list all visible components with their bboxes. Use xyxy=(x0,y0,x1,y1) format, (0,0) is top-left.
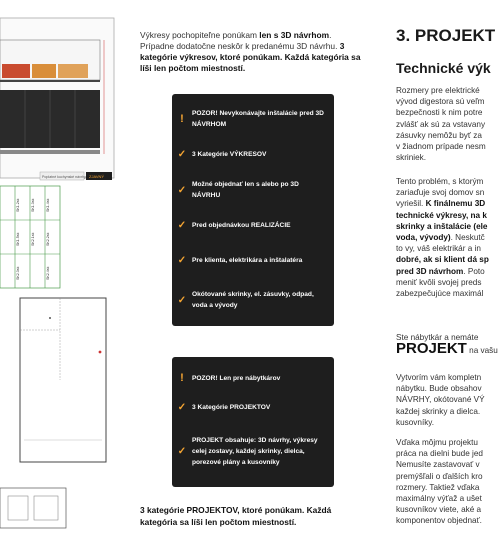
cutlist-label: SK1.3sk xyxy=(31,198,35,212)
paragraph-1: Rozmery pre elektrické vývod digestora sú veľm bezpečnosti k nim potre zvlášť ak sú za vstavany zásuvky nemôžu byť za v žiadnom prípade nesm skriniek. xyxy=(396,86,486,163)
cabinet-tan xyxy=(58,64,88,78)
check-icon: ✓ xyxy=(177,445,187,457)
check-icon: ✓ xyxy=(177,401,187,413)
paragraph-5: Vďaka môjmu projektu práca na dielni bude jed Nemusíte zastavovať v premýšľali o ďalších kro rozmery. Taktiež vďaka maximálny výťaž a ušet kusovníkov viete, aké a komponentov objednať. xyxy=(396,438,483,526)
cabinet-orange xyxy=(32,64,56,78)
section-drawing xyxy=(0,488,66,528)
check-icon: ✓ xyxy=(177,184,187,196)
card-row-text: Pred objednávkou REALIZÁCIE xyxy=(192,221,291,229)
cutlist-label: SK2.2sk xyxy=(46,232,50,246)
warning-icon: ! xyxy=(180,371,184,384)
plinth xyxy=(0,150,100,154)
cutlist-label: SK1.4sk xyxy=(46,198,50,212)
cutlist-label: SK2.4sk xyxy=(46,266,50,280)
right-column xyxy=(396,0,500,550)
check-icon: ✓ xyxy=(177,254,187,266)
card-row-text: Pre klienta, elektrikára a inštalatéra xyxy=(192,256,303,264)
card-row-text: 3 Kategórie PROJEKTOV xyxy=(192,403,271,411)
section-heading: 3. PROJEKT xyxy=(396,26,496,45)
subheading: Technické výk xyxy=(396,60,491,76)
projects-card xyxy=(172,357,334,487)
card-row xyxy=(172,210,334,240)
brand-badge-text: ZJAVNÝ xyxy=(89,174,105,179)
cutlist-label: SK1.2sk xyxy=(16,198,20,212)
cutlist-label: SK1.5sk xyxy=(16,232,20,246)
cutlist-label: SK2.1sk xyxy=(31,232,35,246)
card-row xyxy=(172,170,334,210)
floor-plan xyxy=(20,298,106,462)
intro-bold-3d: len s 3D návrhom xyxy=(259,30,330,40)
cutlist-label: SK2.3sk xyxy=(16,266,20,280)
card-row xyxy=(172,280,334,320)
cabinet-red xyxy=(2,64,30,78)
paragraph-3: Ste nábytkár a nemáte PROJEKT na vašu xyxy=(396,333,498,358)
card-row-text: POZOR! Nevykonávajte inštalácie pred 3D NÁVRHOM xyxy=(192,110,324,128)
card-row xyxy=(172,240,334,280)
outro-paragraph: 3 kategórie PROJEKTOV, ktoré ponúkam. Každá kategória sa líši len počtom miestností. xyxy=(140,505,332,527)
card-row-text: Možné objednať len s alebo po 3D NÁVRHU xyxy=(192,181,299,199)
intro-text-2: . Prípadne dodatočne neskôr k predanému 3D návrhu. xyxy=(140,30,338,51)
card-row xyxy=(172,363,334,393)
technical-drawings xyxy=(0,0,120,550)
drawings-card xyxy=(172,94,334,326)
intro-bold-categories: 3 kategórie výkresov, ktoré ponúkam. Každá kategória sa líši len počtom miestností. xyxy=(140,41,361,73)
paragraph-4: Vytvorím vám kompletn nábytku. Bude obsahov NÁVRHY, okótované VÝ každej skrinky a dielca. kusovníky. xyxy=(396,373,485,427)
card-row-text: PROJEKT obsahuje: 3D návrhy, výkresy celej zostavy, každej skrinky, dielca, porezové plány a kusovníky xyxy=(192,436,318,466)
check-icon: ✓ xyxy=(177,294,187,306)
card-row-text: 3 Kategórie VÝKRESOV xyxy=(192,150,267,158)
card-row xyxy=(172,393,334,421)
paragraph-2: Tento problém, s ktorým zariaďuje svoj domov sn vyriešil. K finálnemu 3D technické výkresy, na k skrinky a inštalácie (ele voda, vývody). Neskutč to vy, váš elektrikár a in dobré, ak si klient dá sp pred 3D návrhom. Poto meniť kvôli svojej preds zabezpečujúce maximál xyxy=(396,177,489,299)
card-row xyxy=(172,100,334,138)
check-icon: ✓ xyxy=(177,148,187,160)
counter-top xyxy=(0,80,100,82)
card-row-text: Okótované skrinky, el. zásuvky, odpad, voda a vývody xyxy=(192,291,314,309)
card-row-text: POZOR! Len pre nábytkárov xyxy=(192,374,281,382)
card-row xyxy=(172,138,334,170)
intro-text: Výkresy pochopiteľne ponúkam xyxy=(140,30,257,40)
check-icon: ✓ xyxy=(177,219,187,231)
drawings-column xyxy=(0,0,120,550)
drawing-caption: Poplatné kuchynské návrhy xyxy=(42,175,86,179)
intro-paragraph xyxy=(140,30,365,74)
warning-icon: ! xyxy=(180,112,184,125)
card-row xyxy=(172,421,334,481)
